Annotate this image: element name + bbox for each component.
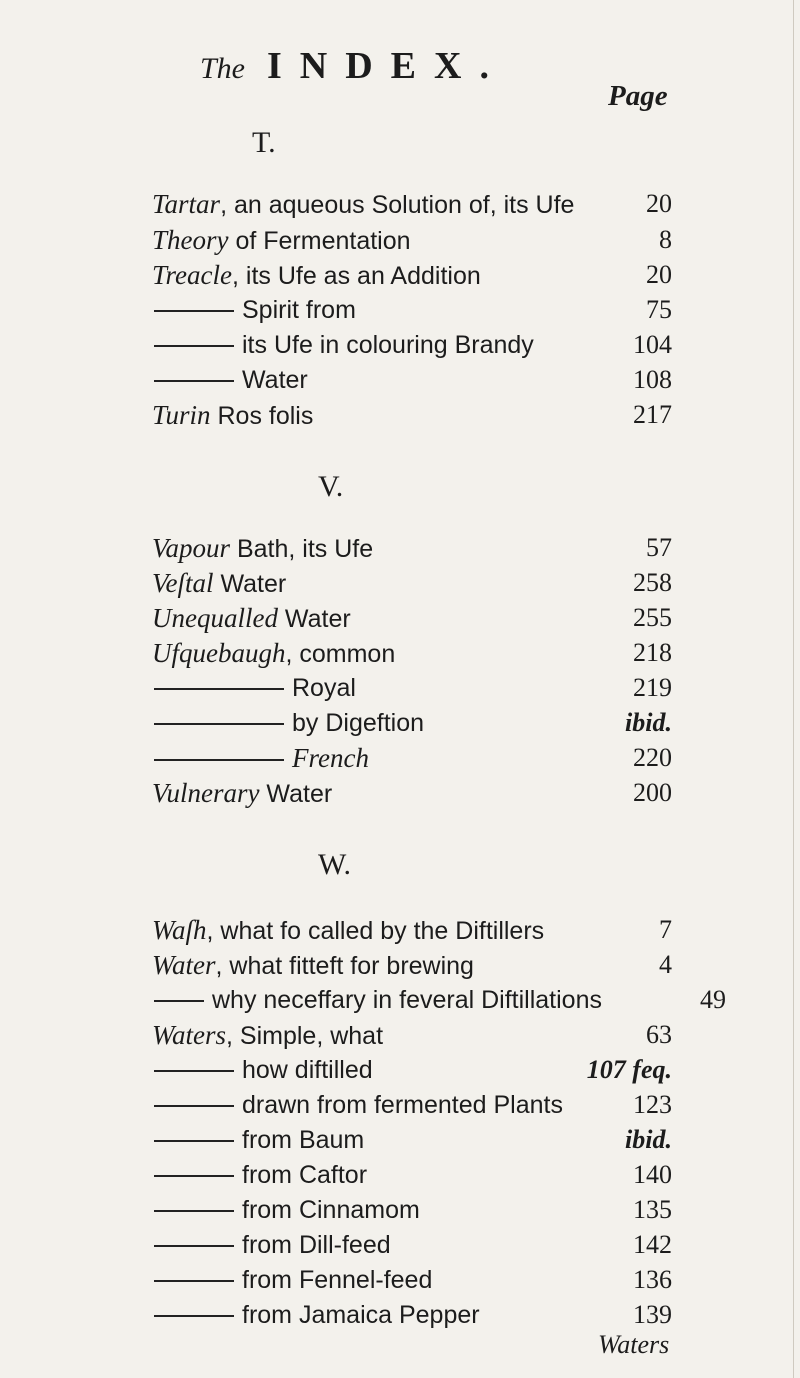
catchword: Waters xyxy=(598,1330,670,1359)
entry-page: 255 xyxy=(633,603,672,632)
entry-text: Water xyxy=(213,570,287,598)
entry-page: 8 xyxy=(659,225,672,254)
index-entry xyxy=(152,670,672,706)
ditto-dash xyxy=(154,310,234,312)
ditto-dash xyxy=(154,1280,234,1282)
entry-text: by Digeftion xyxy=(292,709,425,737)
entry-text: from Caftor xyxy=(242,1161,368,1189)
entry-text: Water xyxy=(259,780,333,808)
entry-text: from Cinnamom xyxy=(242,1196,420,1224)
entry-key: Turin xyxy=(152,400,211,430)
entry-page: 135 xyxy=(633,1195,672,1224)
index-entry xyxy=(152,530,672,566)
entry-page: 140 xyxy=(633,1160,672,1189)
ditto-dash xyxy=(154,1210,234,1212)
entry-page: 217 xyxy=(633,400,672,429)
entry-text: from Jamaica Pepper xyxy=(242,1301,480,1329)
entry-key: Vulnerary xyxy=(152,778,260,808)
entry-page: 20 xyxy=(646,189,672,218)
index-entry xyxy=(152,1087,672,1123)
entry-key: Veſtal xyxy=(152,568,214,598)
index-entry xyxy=(152,1262,672,1298)
section-letter-v: V. xyxy=(318,470,344,503)
ditto-dash xyxy=(154,1070,234,1072)
section-letter-w: W. xyxy=(318,848,352,881)
index-entry xyxy=(152,1297,672,1333)
entry-text: Water xyxy=(242,366,308,394)
index-entry xyxy=(152,740,672,776)
entry-text: Spirit from xyxy=(242,296,356,324)
index-entry xyxy=(152,912,672,948)
entry-text: , what fo called by the Diftillers xyxy=(206,917,545,945)
entry-page: 49 xyxy=(700,985,726,1014)
entry-text: its Ufe in colouring Brandy xyxy=(242,331,534,359)
index-entry xyxy=(152,600,672,636)
entry-text: why neceffary in feveral Diftillations xyxy=(212,986,602,1014)
entry-text: , common xyxy=(285,640,396,668)
entry-page: 7 xyxy=(659,915,672,944)
entry-page: 107 feq. xyxy=(586,1055,672,1084)
entry-page: 142 xyxy=(633,1230,672,1259)
ditto-dash xyxy=(154,1175,234,1177)
index-entry xyxy=(152,222,672,258)
index-entry xyxy=(152,1122,672,1158)
entry-page: 4 xyxy=(659,950,672,979)
entry-page: 123 xyxy=(633,1090,672,1119)
entry-text: how diftilled xyxy=(242,1056,373,1084)
entry-text: Water xyxy=(277,605,351,633)
ditto-dash xyxy=(154,380,234,382)
entry-text: from Dill-feed xyxy=(242,1231,391,1259)
index-entry xyxy=(152,257,672,293)
entry-key: Treacle xyxy=(152,260,232,290)
entry-page: ibid. xyxy=(625,708,672,737)
entry-page: 218 xyxy=(633,638,672,667)
entry-page: 75 xyxy=(646,295,672,324)
section-letter-t: T. xyxy=(252,126,276,159)
ditto-dash xyxy=(154,1315,234,1317)
entry-key: Theory xyxy=(152,225,229,255)
index-entry xyxy=(152,635,672,671)
title-the: The xyxy=(200,52,245,85)
ditto-dash xyxy=(154,345,234,347)
entry-page: 104 xyxy=(633,330,672,359)
entry-page: 200 xyxy=(633,778,672,807)
entry-page: 20 xyxy=(646,260,672,289)
index-entry xyxy=(152,1157,672,1193)
page-column-header: Page xyxy=(608,80,668,112)
ditto-dash xyxy=(154,1140,234,1142)
entry-page: 258 xyxy=(633,568,672,597)
index-entry xyxy=(152,186,672,222)
entry-page: 57 xyxy=(646,533,672,562)
ditto-dash xyxy=(154,688,284,690)
entry-page: 136 xyxy=(633,1265,672,1294)
entry-text: , Simple, what xyxy=(226,1022,384,1050)
page-title xyxy=(200,44,507,88)
ditto-dash xyxy=(154,1245,234,1247)
entry-key: Unequalled xyxy=(152,603,278,633)
entry-page: 63 xyxy=(646,1020,672,1049)
index-entry xyxy=(152,982,726,1018)
entry-key: Waters xyxy=(152,1020,227,1050)
entry-text: Ros folis xyxy=(210,402,314,430)
entry-key: Vapour xyxy=(152,533,231,563)
entry-text: from Baum xyxy=(242,1126,365,1154)
entry-text: drawn from fermented Plants xyxy=(242,1091,563,1119)
entry-text: Royal xyxy=(292,674,356,702)
entry-page: 219 xyxy=(633,673,672,702)
entry-text: French xyxy=(292,743,369,773)
entry-page: 108 xyxy=(633,365,672,394)
entry-key: Waſh xyxy=(152,915,207,945)
entry-page: 220 xyxy=(633,743,672,772)
index-entry xyxy=(152,292,672,328)
entry-text: , what fitteft for brewing xyxy=(215,952,474,980)
entry-text: , its Ufe as an Addition xyxy=(232,262,481,290)
entry-text: from Fennel-feed xyxy=(242,1266,433,1294)
index-entry xyxy=(152,397,672,433)
index-entry xyxy=(152,1017,672,1053)
entry-key: Ufquebaugh xyxy=(152,638,286,668)
ditto-dash xyxy=(154,759,284,761)
title-index: INDEX. xyxy=(267,45,507,87)
entry-page: ibid. xyxy=(625,1125,672,1154)
page-edge-line xyxy=(793,0,794,1378)
entry-page: 139 xyxy=(633,1300,672,1329)
ditto-dash xyxy=(154,1000,204,1002)
entry-text: of Fermentation xyxy=(228,227,411,255)
index-entry xyxy=(152,947,672,983)
index-entry xyxy=(152,1192,672,1228)
index-entry xyxy=(152,775,672,811)
entry-text: , an aqueous Solution of, its Ufe xyxy=(220,191,575,219)
entry-text: Bath, its Ufe xyxy=(230,535,374,563)
entry-key: Water xyxy=(152,950,216,980)
ditto-dash xyxy=(154,723,284,725)
index-entry xyxy=(152,705,672,741)
index-entry xyxy=(152,1052,672,1088)
index-entry xyxy=(152,362,672,398)
entry-key: Tartar xyxy=(152,189,221,219)
ditto-dash xyxy=(154,1105,234,1107)
index-entry xyxy=(152,565,672,601)
index-entry xyxy=(152,1227,672,1263)
index-entry xyxy=(152,327,672,363)
